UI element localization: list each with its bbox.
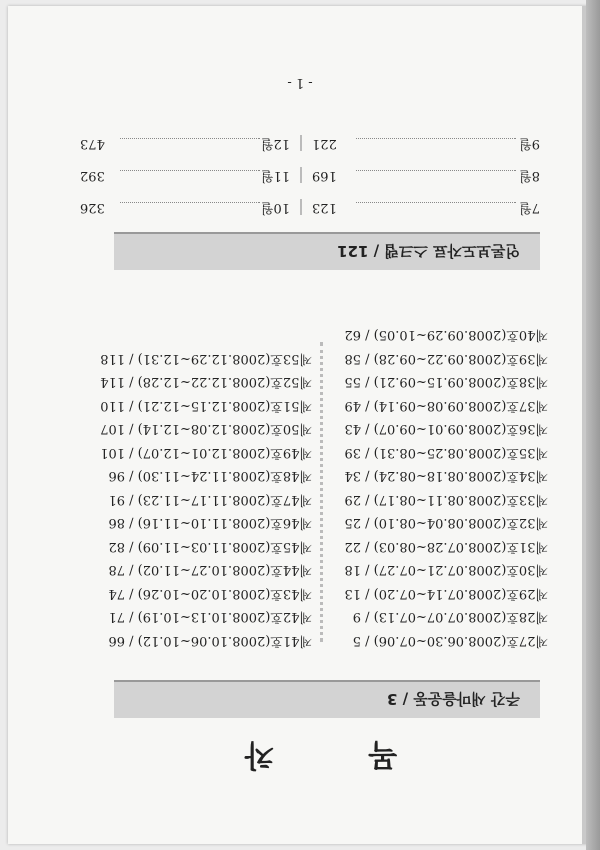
page-ref: 123 [312, 200, 337, 215]
section-press-heading: 언론보도자료 스크랩 / 121 [114, 232, 540, 270]
monthly-row [80, 192, 540, 222]
list-item: 제46호(2008.11.10~11.16) / 86 [108, 515, 312, 531]
list-item: 제49호(2008.12.01~12.07) / 101 [100, 445, 312, 460]
monthly-row [80, 128, 540, 158]
list-item: 제33호(2008.08.11~08.17) / 29 [344, 492, 548, 507]
list-item: 제30호(2008.07.21~07.27) / 18 [344, 562, 548, 578]
month-label: 9월 [519, 136, 540, 151]
list-item: 제48호(2008.11.24~11.30) / 96 [108, 468, 312, 484]
page-ref: 169 [312, 168, 337, 183]
month-label: 12월 [260, 136, 290, 151]
list-item: 제40호(2008.09.29~10.05) / 62 [344, 327, 548, 343]
monthly-row [80, 160, 540, 190]
list-item: 제34호(2008.08.18~08.24) / 34 [344, 468, 548, 484]
dot-leader [356, 138, 516, 139]
weekly-list-left [336, 323, 548, 652]
month-label: 8월 [519, 168, 540, 183]
dot-leader [120, 170, 260, 171]
list-item: 제31호(2008.07.28~08.03) / 22 [344, 539, 548, 554]
list-item: 제51호(2008.12.15~12.21) / 110 [100, 398, 312, 413]
list-item: 제32호(2008.08.04~08.10) / 25 [344, 515, 548, 531]
list-item: 제43호(2008.10.20~10.26) / 74 [108, 586, 312, 601]
list-item: 제47호(2008.11.17~11.23) / 91 [108, 492, 312, 507]
column-divider [314, 342, 323, 642]
list-item: 제28호(2008.07.07~07.13) / 9 [352, 609, 548, 625]
list-item: 제50호(2008.12.08~12.14) / 107 [100, 421, 312, 437]
dot-leader [120, 138, 260, 139]
page-number: - 1 - [287, 75, 313, 90]
list-item: 제35호(2008.08.25~08.31) / 39 [344, 445, 548, 460]
page-ref: 221 [312, 136, 337, 151]
column-divider [300, 135, 302, 151]
weekly-list-right [72, 347, 312, 653]
list-item: 제39호(2008.09.22~09.28) / 58 [344, 351, 548, 366]
list-item: 제38호(2008.09.15~09.21) / 55 [344, 374, 548, 390]
month-label: 10월 [260, 200, 290, 215]
page-ref: 392 [80, 168, 105, 183]
list-item: 제36호(2008.09.01~09.07) / 43 [344, 421, 548, 437]
list-item: 제42호(2008.10.13~10.19) / 71 [108, 609, 312, 625]
page-ref: 326 [80, 200, 105, 215]
list-item: 제27호(2008.06.30~07.06) / 5 [352, 633, 548, 648]
list-item: 제44호(2008.10.27~11.02) / 78 [108, 562, 312, 578]
list-item: 제45호(2008.11.03~11.09) / 82 [108, 539, 312, 554]
month-label: 11월 [260, 168, 290, 183]
column-divider [300, 199, 302, 215]
list-item: 제29호(2008.07.14~07.20) / 13 [344, 586, 548, 601]
page-ref: 473 [80, 136, 105, 151]
column-divider [300, 167, 302, 183]
page-title: 목 차 [202, 737, 398, 772]
list-item: 제52호(2008.12.22~12.28) / 114 [100, 374, 312, 390]
dot-leader [356, 202, 516, 203]
dot-leader [120, 202, 260, 203]
list-item: 제41호(2008.10.06~10.12) / 66 [108, 633, 312, 648]
list-item: 제37호(2008.09.08~09.14) / 49 [344, 398, 548, 413]
list-item: 제53호(2008.12.29~12.31) / 118 [100, 351, 312, 366]
month-label: 7월 [519, 200, 540, 215]
section-weekly-heading: 주간 새마을운동 / 3 [114, 680, 540, 718]
dot-leader [356, 170, 516, 171]
